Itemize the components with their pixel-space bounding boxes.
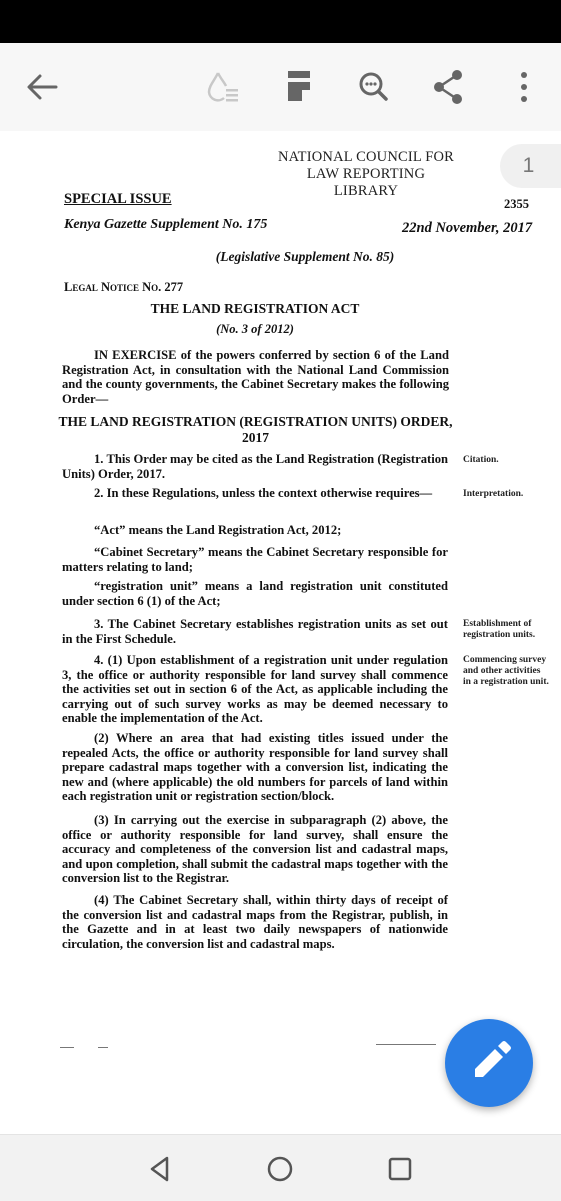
paragraph-1: 1. This Order may be cited as the Land Registration (Registration Units) Order, 2017. [62, 452, 448, 481]
paragraph-4-2: (2) Where an area that had existing titles issued under the repealed Acts, the office or authority responsible for land survey shall prepare cadastral maps together with a conversion list, indicating the new and (where applicable) the old numbers for parcels of land within each registration unit or registration section/block. [62, 731, 448, 804]
margin-note-citation: Citation. [463, 455, 499, 465]
footer-rule [98, 1047, 108, 1048]
home-circle-icon[interactable] [264, 1153, 296, 1185]
search-icon[interactable] [350, 63, 398, 111]
footer-rule [376, 1044, 436, 1045]
system-nav-bar [0, 1134, 561, 1201]
page-number: 2355 [504, 197, 529, 211]
gazette-date: 22nd November, 2017 [402, 220, 533, 236]
margin-note-commencing: Commencing survey and other activities in a registration unit. [463, 655, 549, 687]
paragraph-4-4: (4) The Cabinet Secretary shall, within thirty days of receipt of the conversion list and cadastral maps from the Registrar, publish, in the Gazette and in at least two daily newspapers of nationwide circulation, the conversion list and cadastral maps. [62, 893, 448, 951]
act-title: THE LAND REGISTRATION ACT [150, 301, 360, 316]
order-title-line: THE LAND REGISTRATION (REGISTRATION UNITS) ORDER, [58, 414, 453, 429]
definition-registration-unit: “registration unit” means a land registration unit constituted under section 6 (1) of the Act; [62, 579, 448, 608]
legislative-supplement: (Legislative Supplement No. 85) [215, 249, 395, 264]
gazette-supplement: Kenya Gazette Supplement No. 175 [64, 217, 268, 232]
recents-square-icon[interactable] [384, 1153, 416, 1185]
drop-lines-icon[interactable] [200, 63, 248, 111]
arrow-left-icon[interactable] [18, 63, 66, 111]
order-title [58, 414, 453, 446]
stamp-line: LIBRARY [333, 183, 399, 199]
margin-note-interpretation: Interpretation. [463, 489, 524, 499]
stamp-line: LAW REPORTING [306, 166, 426, 182]
read-mode-icon[interactable] [276, 63, 324, 111]
preamble: IN EXERCISE of the powers conferred by section 6 of the Land Registration Act, in consultation with the National Land Commission and the county governments, the Cabinet Secretary makes the following Order— [62, 348, 449, 406]
back-triangle-icon[interactable] [144, 1153, 176, 1185]
more-vert-icon[interactable] [500, 63, 548, 111]
pdf-page-viewport[interactable] [0, 131, 561, 1134]
paragraph-4-1: 4. (1) Upon establishment of a registration unit under regulation 3, the office or authority responsible for land survey shall commence the activities set out in section 6 of the Act, as applicable including the carrying out of such survey works as may be deemed necessary to enable the implementation of the Act. [62, 653, 448, 726]
status-bar [0, 0, 561, 43]
special-issue-heading: SPECIAL ISSUE [64, 191, 172, 207]
pdf-page [0, 131, 561, 1134]
edit-button[interactable] [445, 1019, 533, 1107]
paragraph-4-3: (3) In carrying out the exercise in subparagraph (2) above, the office or authority responsible for land survey, shall ensure the accuracy and completeness of the conversion list and cadastral maps, and upon completion, shall submit the cadastral maps together with the conversion list to the Registrar. [62, 813, 448, 886]
definition-act: “Act” means the Land Registration Act, 2012; [94, 523, 342, 537]
legal-notice: Legal Notice No. 277 [64, 280, 184, 294]
edit-pencil-icon [445, 1019, 533, 1107]
share-icon[interactable] [424, 63, 472, 111]
pdf-toolbar [0, 43, 561, 132]
margin-note-establishment: Establishment of registration units. [463, 619, 536, 640]
order-title-line: 2017 [242, 430, 269, 445]
footer-rule [60, 1047, 74, 1048]
definition-cabinet-secretary: “Cabinet Secretary” means the Cabinet Secretary responsible for matters relating to land; [62, 545, 448, 574]
act-number: (No. 3 of 2012) [216, 322, 294, 336]
library-stamp [262, 149, 470, 200]
paragraph-2: 2. In these Regulations, unless the context otherwise requires— [94, 486, 433, 500]
paragraph-3: 3. The Cabinet Secretary establishes registration units as set out in the First Schedule. [62, 617, 448, 646]
page-indicator: 1 [500, 144, 561, 188]
stamp-line: NATIONAL COUNCIL FOR [277, 149, 455, 165]
